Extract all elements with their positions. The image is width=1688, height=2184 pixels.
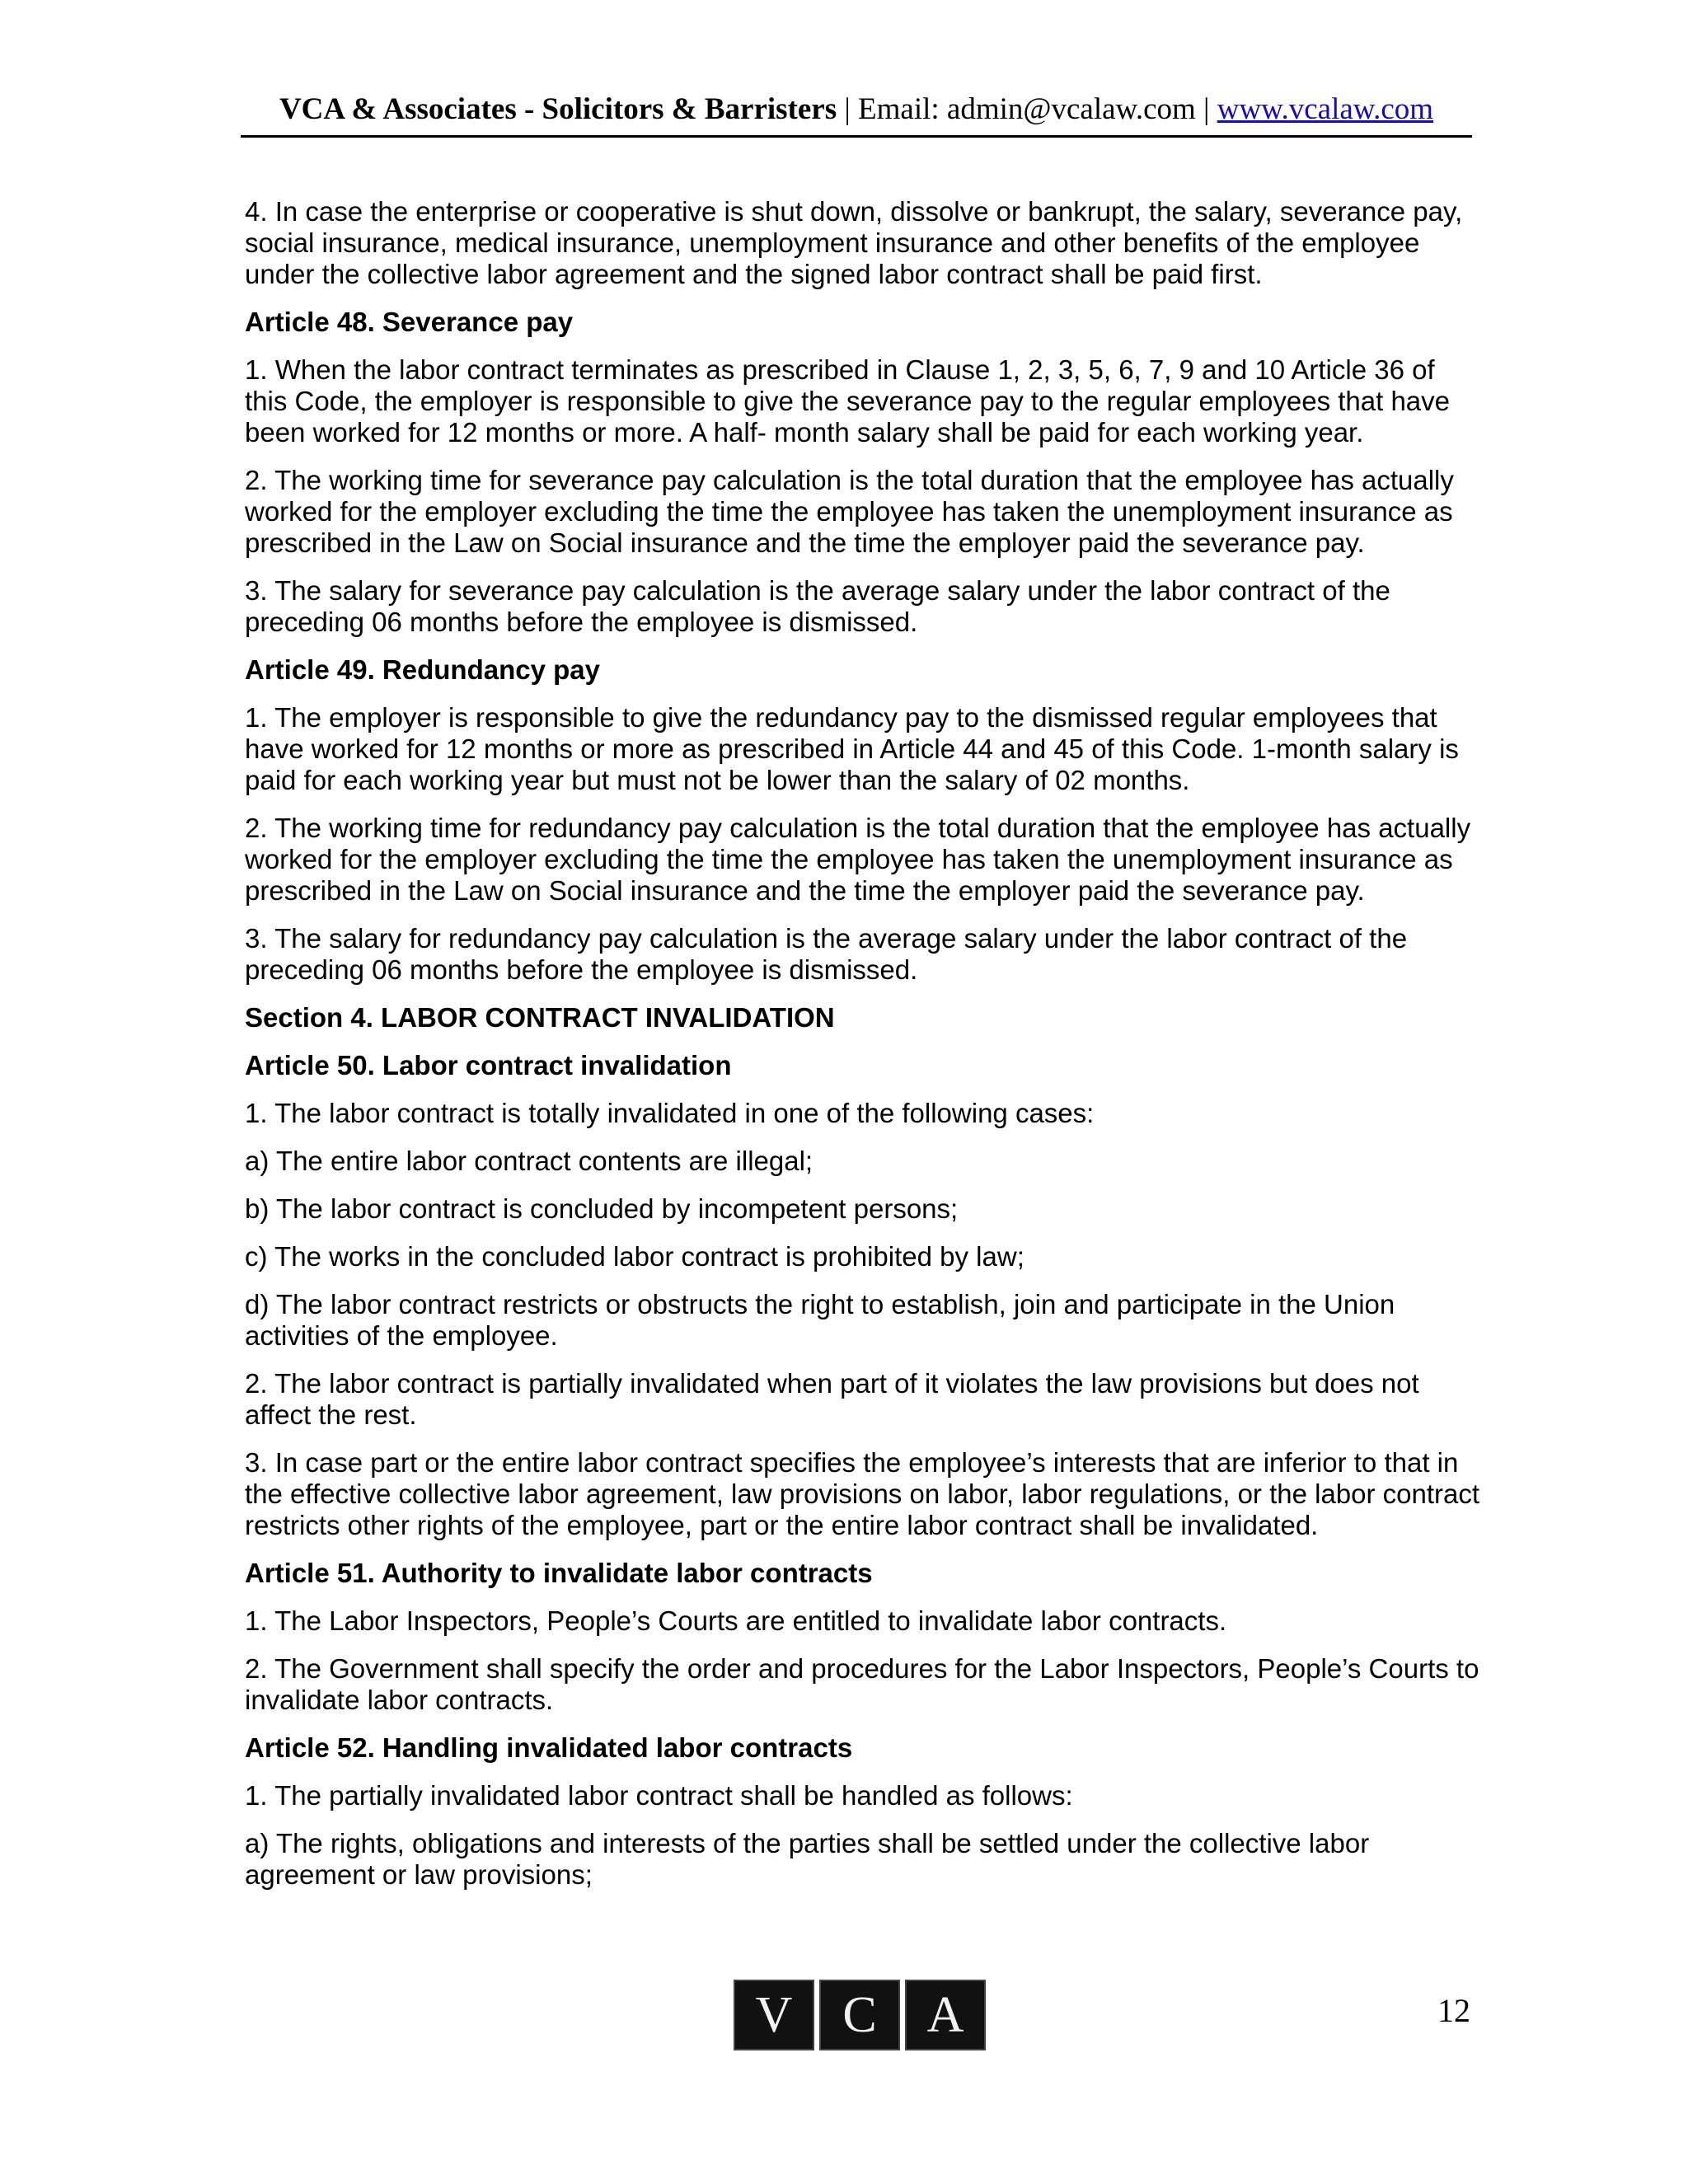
firm-name: VCA & Associates - Solicitors & Barristers <box>279 92 837 126</box>
paragraph: 1. The employer is responsible to give the redundancy pay to the dismissed regular employees that have worked for 12 months or more as prescribed in Article 44 and 45 of this Code. 1-month salary is paid for each working year but must not be lower than the salary of 02 months. <box>245 702 1459 795</box>
page-header <box>241 91 1472 138</box>
paragraph: 1. When the labor contract terminates as prescribed in Clause 1, 2, 3, 5, 6, 7, 9 and 10 Article 36 of this Code, the employer is responsible to give the severance pay to the regular employees that have been worked for 12 months or more. A half- month salary shall be paid for each working year. <box>245 354 1451 448</box>
paragraph: c) The works in the concluded labor contract is prohibited by law; <box>245 1241 1025 1272</box>
header-email: Email: admin@vcalaw.com <box>858 92 1196 126</box>
paragraph: a) The rights, obligations and interests of the parties shall be settled under the collective labor agreement or law provisions; <box>245 1828 1370 1890</box>
paragraph: 3. The salary for severance pay calculation is the average salary under the labor contract of the preceding 06 months before the employee is dismissed. <box>245 575 1390 637</box>
paragraph: 3. The salary for redundancy pay calculation is the average salary under the labor contract of the preceding 06 months before the employee is dismissed. <box>245 923 1408 985</box>
paragraph: 2. The Government shall specify the order and procedures for the Labor Inspectors, People’s Courts to invalidate labor contracts. <box>245 1653 1479 1715</box>
section-heading: Section 4. LABOR CONTRACT INVALIDATION <box>245 1002 835 1033</box>
vca-logo <box>734 1980 986 2050</box>
section-heading: Article 52. Handling invalidated labor contracts <box>245 1732 853 1763</box>
section-heading: Article 48. Severance pay <box>245 307 574 337</box>
logo-letter-c: C <box>819 1980 900 2050</box>
paragraph: 2. The working time for severance pay calculation is the total duration that the employee has actually worked for the employer excluding the time the employee has taken the unemployment insurance as prescribed in the Law on Social insurance and the time the employer paid the severance pay. <box>245 465 1454 558</box>
paragraph: 3. In case part or the entire labor contract specifies the employee’s interests that are inferior to that in the effective collective labor agreement, law provisions on labor, labor regulations, or the labor contract restricts other rights of the employee, part or the entire labor contract shall be invalidated. <box>245 1447 1480 1540</box>
paragraph: d) The labor contract restricts or obstructs the right to establish, join and participate in the Union activities of the employee. <box>245 1289 1395 1351</box>
section-heading: Article 50. Labor contract invalidation <box>245 1050 732 1080</box>
paragraph: 4. In case the enterprise or cooperative is shut down, dissolve or bankrupt, the salary, severance pay, social insurance, medical insurance, unemployment insurance and other benefits of the employee under the collective labor agreement and the signed labor contract shall be paid first. <box>245 196 1463 289</box>
section-heading: Article 51. Authority to invalidate labor contracts <box>245 1558 873 1588</box>
logo-letter-v: V <box>734 1980 814 2050</box>
paragraph: 2. The labor contract is partially invalidated when part of it violates the law provisions but does not affect the rest. <box>245 1368 1419 1430</box>
website-link[interactable]: www.vcalaw.com <box>1217 92 1434 126</box>
paragraph: b) The labor contract is concluded by incompetent persons; <box>245 1193 959 1224</box>
paragraph: a) The entire labor contract contents are illegal; <box>245 1146 814 1176</box>
header-separator: | <box>1195 92 1217 126</box>
paragraph: 1. The partially invalidated labor contract shall be handled as follows: <box>245 1780 1073 1811</box>
section-heading: Article 49. Redundancy pay <box>245 654 600 685</box>
page-number: 12 <box>1437 1992 1470 2029</box>
logo-letter-a: A <box>905 1980 986 2050</box>
paragraph: 1. The labor contract is totally invalidated in one of the following cases: <box>245 1098 1095 1128</box>
document-body <box>245 196 1481 1907</box>
paragraph: 2. The working time for redundancy pay calculation is the total duration that the employee has actually worked for the employer excluding the time the employee has taken the unemployment insurance as prescribed in the Law on Social insurance and the time the employer paid the severance pay. <box>245 813 1471 906</box>
header-separator: | <box>837 92 859 126</box>
paragraph: 1. The Labor Inspectors, People’s Courts are entitled to invalidate labor contracts. <box>245 1605 1227 1636</box>
